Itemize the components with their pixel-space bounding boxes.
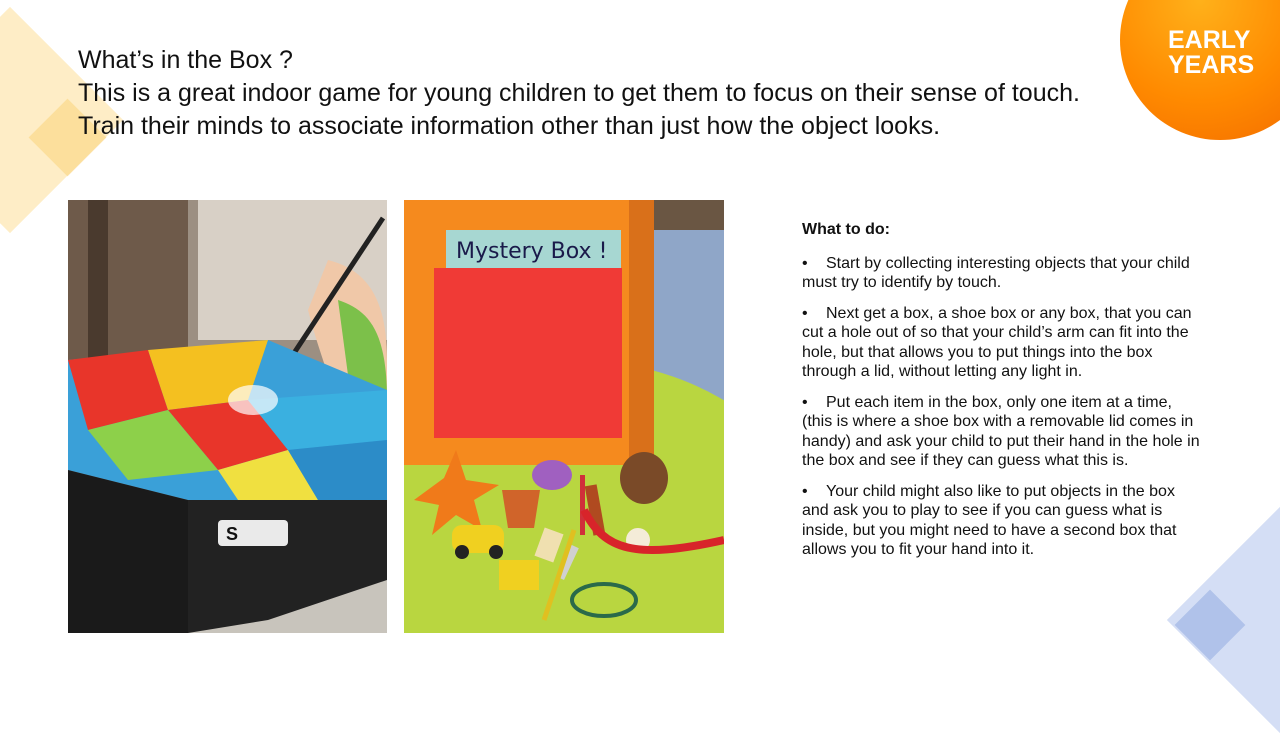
instructions-panel <box>802 220 1202 571</box>
instruction-step-2 <box>802 304 1202 382</box>
bullet: • <box>802 304 808 322</box>
instruction-text: Start by collecting interesting objects that your child must try to identify by touch. <box>802 254 1190 291</box>
instruction-step-3 <box>802 393 1202 471</box>
title-line-3: Train their minds to associate information other than just how the object looks. <box>78 112 941 140</box>
instructions-heading: What to do: <box>802 221 890 238</box>
shoe-box-brand: S <box>226 524 239 544</box>
instruction-step-1 <box>802 254 1202 293</box>
mystery-box-illustration <box>404 200 724 633</box>
decorated-shoe-box-illustration <box>68 200 387 633</box>
bullet: • <box>802 482 808 500</box>
mystery-box-sign: Mystery Box ! <box>456 239 608 264</box>
bullet: • <box>802 254 808 272</box>
slide-title <box>78 44 1198 143</box>
title-line-1: What’s in the Box ? <box>78 46 293 74</box>
title-line-2: This is a great indoor game for young children to get them to focus on their sense of touch. <box>78 79 1080 107</box>
logo-line-1: EARLY <box>1168 26 1251 54</box>
bullet: • <box>802 393 808 411</box>
photo-mystery-box <box>404 200 724 633</box>
instruction-text: Your child might also like to put objects in the box and ask you to play to see if you can guess what is inside, but you might need to have a second box that allows you to fit your hand into it. <box>802 482 1177 558</box>
instruction-text: Put each item in the box, only one item at a time, (this is where a shoe box with a removable lid comes in handy) and ask your child to put their hand in the hole in the box and see if they can guess what this is. <box>802 393 1200 469</box>
photo-decorated-shoe-box <box>68 200 387 633</box>
instruction-step-4 <box>802 482 1202 560</box>
instruction-text: Next get a box, a shoe box or any box, that you can cut a hole out of so that your child’s arm can fit into the hole, but that allows you to put things into the box through a lid, without letting any light in. <box>802 304 1192 380</box>
logo-line-2: YEARS <box>1168 51 1255 79</box>
